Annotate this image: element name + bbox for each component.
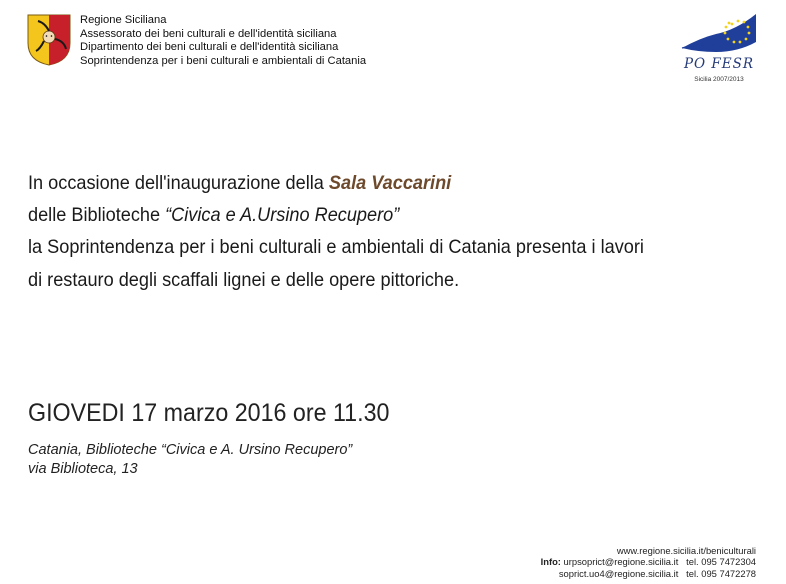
regione-siciliana-emblem-icon [26,13,72,67]
website-link[interactable]: www.regione.sicilia.it/beniculturali [616,545,756,556]
intro-line-3: la Soprintendenza per i beni culturali e ambientali di Catania presenta i lavori [28,236,644,259]
info-label: Info: [540,556,561,568]
contact-email[interactable]: urpsopriсt@regione.sicilia.it [563,556,679,568]
header-line-assessorato: Assessorato dei beni culturali e dell'identità siciliana [80,27,337,40]
venue-name: Sala Vaccarini [328,172,452,194]
event-location [28,441,352,479]
library-name: “Civica e A.Ursino Recupero” [165,204,400,227]
intro-line-1-text: In occasione dell'inaugurazione della [28,172,329,194]
intro-line-2-text: delle Biblioteche [28,204,166,227]
header-line-region: Regione Siciliana [80,14,167,26]
contact-phone: tel. 095 7472304 [686,556,756,568]
po-fesr-logo [676,12,762,92]
issuing-authority-header [80,14,366,68]
header-line-soprintendenza: Soprintendenza per i beni culturali e ambientali di Catania [80,54,367,67]
contact-row [520,556,756,567]
header-line-dipartimento: Dipartimento dei beni culturali e dell'identità siciliana [80,41,339,54]
intro-line-1 [28,167,644,199]
location-address: via Biblioteca, 13 [28,461,138,477]
contact-phone: tel. 095 7472278 [686,567,756,579]
event-date: GIOVEDI 17 marzo 2016 ore 11.30 [28,399,390,427]
location-venue: Catania, Biblioteche “Civica e A. Ursino Recupero” [28,442,353,458]
contact-footer [520,545,756,579]
invitation-paragraph [28,167,644,296]
eu-flag-icon [680,12,758,56]
po-fesr-brand: PO FESR [683,56,755,72]
contact-row [520,568,756,579]
intro-line-2 [28,199,644,231]
contact-email[interactable]: sopriсt.uo4@regione.sicilia.it [558,567,679,579]
intro-line-4: di restauro degli scaffali lignei e delle opere pittoriche. [28,268,460,291]
po-fesr-period: Sicilia 2007/2013 [694,76,744,83]
